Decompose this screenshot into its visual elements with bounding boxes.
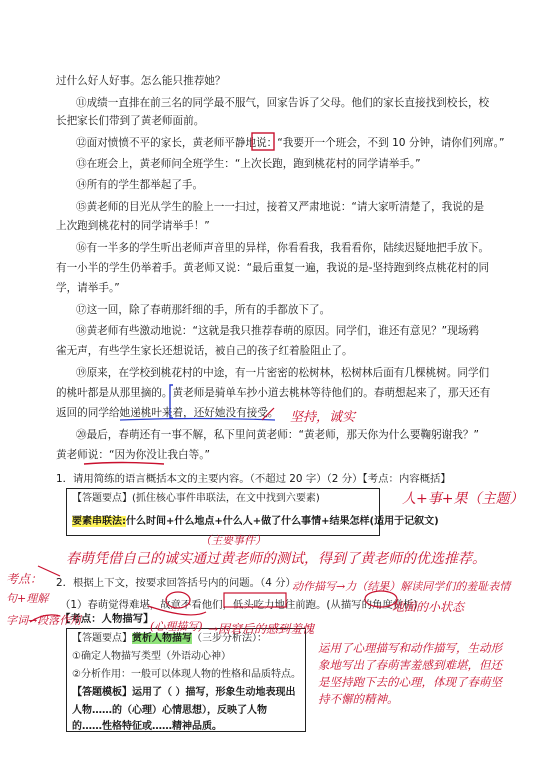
underline-passage: [120, 419, 275, 421]
question-1-stem: 1．请用简练的语言概括本文的主要内容。（不超过 20 字）（2 分）【考点：内容概括】: [56, 473, 451, 485]
hand-note-12: 运用了心理描写和动作描写，生动形象地写出了春萌害羞感到难堪，但还是坚持跑下去的心理，体现了春萌坚持不懈的精神。: [318, 641, 502, 706]
passage-line: 学，请举手。”: [56, 282, 120, 294]
hand-note-8: →困窘后的感到羞愧: [208, 622, 315, 636]
box-mark-ditou: [224, 593, 286, 607]
passage-line: 的桃叶都是从那里摘的。黄老师是骑单车抄小道去桃林等待他们的。春萌想起来了，那天还有: [56, 387, 491, 399]
tip-a-highlight: 赏析人物描写: [132, 633, 192, 644]
step-1: ①确定人物描写类型（外语动心神）: [72, 651, 231, 662]
passage-line: 上次跑到桃花村的同学请举手！”: [56, 220, 210, 232]
step-2: ②分析作用：一般可以体现人物的性格和品质特点。: [72, 669, 301, 680]
hand-note-2: 人+事+果（主题）: [402, 491, 524, 507]
question-2-item: （1）春萌觉得难堪，故意不看他们，低头吃力地往前跑。(从描写的角度赏析): [60, 599, 418, 611]
underline-quote: [84, 463, 164, 465]
hand-note-1: 坚持，诚实: [290, 410, 356, 425]
arrow-mark: [262, 408, 274, 420]
passage-line: ⑰这一回，除了春萌那纤细的手，所有的手都放下了。: [76, 304, 331, 316]
passage-line: ⑪成绩一直排在前三名的同学最不服气，回家告诉了父母。他们的家长直接找到校长，校: [76, 97, 490, 109]
passage-line: 有一小半的学生仍举着手。黄老师又说：“最后重复一遍，我说的是-坚持跑到终点桃花村的同: [56, 262, 490, 274]
passage-line: ⑬在班会上，黄老师问全班学生：“上次长跑，跑到桃花村的同学请举手。”: [76, 158, 421, 170]
bracket-mark: [170, 385, 173, 418]
question-2-stem: 2．根据上下文，按要求回答括号内的问题。（4 分）: [56, 577, 296, 589]
curve-mark: [148, 606, 206, 615]
step-5: 的……性格特征或……精神品质。: [72, 721, 222, 732]
passage-line: ⑲原来，在学校到桃花村的中途，有一片密密的松树林，松树林后面有几棵桃树。同学们: [76, 367, 490, 379]
tip-a-label: 【答题要点】: [72, 633, 132, 644]
method-text: 什么时间+什么地点+什么人+做了什么事情+结果怎样(适用于记叙文): [126, 516, 439, 527]
tip-a-rest: （三步分析法）：: [192, 633, 267, 644]
hand-note-11: 字词→段落作用: [6, 614, 82, 627]
passage-line: ⑫面对愤愤不平的家长，黄老师平静地说：“我要开一个班会，不到 10 分钟，请你们列席。”: [76, 137, 505, 149]
passage-line: 雀无声，有些学生家长还想说话，被自己的孩子红着脸阻止了。: [56, 345, 353, 357]
step-4: 人物……的（心理）心情思想），反映了人物: [72, 705, 267, 716]
hand-note-5: 动作描写→力（结果）解读同学们的羞耻表情: [292, 580, 511, 593]
passage-line: 长把家长们带到了黄老师面前。: [56, 115, 205, 127]
passage-line: ⑱黄老师有些激动地说：“这就是我只推荐春萌的原因。同学们，谁还有意见？”现场鸦: [76, 325, 479, 337]
method-label: 要素串联法:: [72, 516, 126, 527]
circle-mark-bukan: [166, 592, 190, 608]
step-3: 【答题模板】运用了（ ）描写，形象生动地表现出: [72, 687, 296, 698]
hand-note-6: 地面的小状态: [392, 600, 465, 614]
passage-line: 黄老师说：“因为你没让我白等。”: [56, 449, 210, 461]
answer-tip-label: 【答题要点】(抓住核心事件串联法，在文中找到六要素): [72, 493, 320, 504]
passage-line: ⑳最后，春萌还有一事不解，私下里问黄老师：“黄老师，那天你为什么要鞠躬谢我？”: [76, 429, 479, 441]
circle-mark-pingjing: [252, 133, 274, 150]
hand-note-3: （主要事件）: [200, 534, 266, 547]
hand-note-10: 句+理解: [6, 592, 49, 605]
passage-line: ⑮黄老师的目光从学生的脸上一一扫过，接着又严肃地说：“请大家听清楚了，我说的是: [76, 201, 485, 213]
kaodian-label: 【考点：人物描写】: [60, 613, 154, 625]
hand-note-7: (心理描写): [150, 620, 203, 633]
passage-line: 返回的同学给她递桃叶来着，还好她没有接受。: [56, 407, 279, 419]
hand-note-9: 考点：: [6, 572, 43, 586]
passage-line: ⑯有一半多的学生听出老师声音里的异样，你看看我，我看看你，陆续迟疑地把手放下。: [76, 242, 490, 254]
passage-line: ⑭所有的学生都举起了手。: [76, 179, 204, 191]
hand-note-4: 春萌凭借自己的诚实通过黄老师的测试，得到了黄老师的优选推荐。: [66, 551, 486, 567]
passage-line: 过什么好人好事。怎么能只推荐她？: [56, 75, 226, 87]
